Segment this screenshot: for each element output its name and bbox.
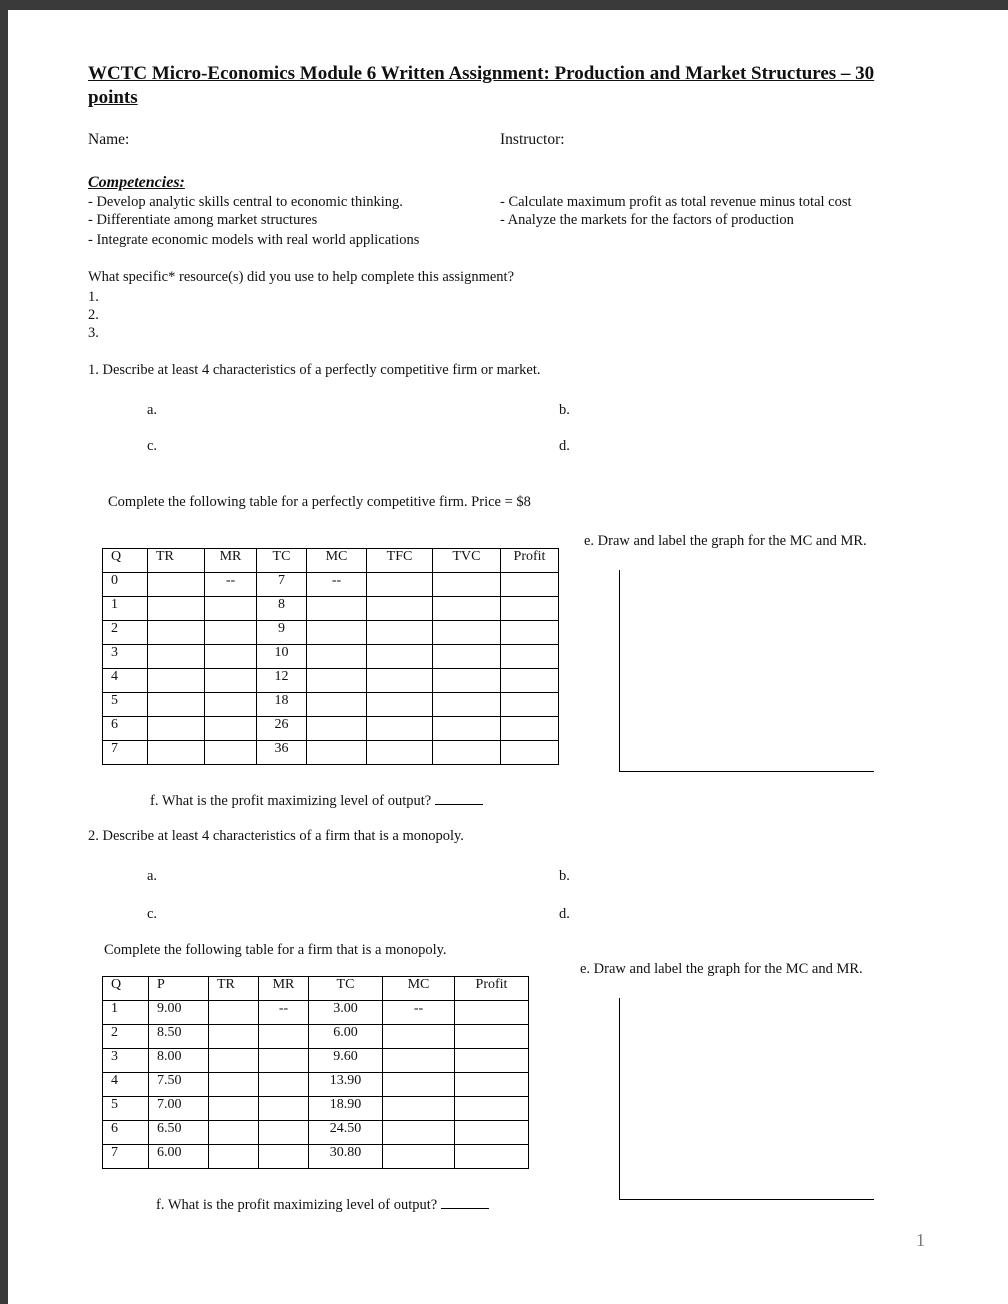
table-cell: 7: [257, 573, 307, 597]
table-row: [103, 669, 559, 693]
table-cell: 8: [257, 597, 307, 621]
table-cell[interactable]: [209, 1097, 259, 1121]
table-cell[interactable]: [148, 693, 205, 717]
table-row: [103, 1145, 529, 1169]
q2-graph-y-axis: [619, 998, 620, 1200]
table-cell: 5: [103, 1097, 149, 1121]
column-header: Profit: [455, 977, 529, 1001]
column-header: TC: [257, 549, 307, 573]
resource-item: 1.: [88, 289, 99, 305]
table-cell[interactable]: [455, 1121, 529, 1145]
table-cell: 12: [257, 669, 307, 693]
competency-item: - Calculate maximum profit as total revenue minus total cost: [500, 194, 852, 210]
table-cell[interactable]: [307, 621, 367, 645]
q2-f-question-text: f. What is the profit maximizing level of output?: [156, 1197, 438, 1213]
table-cell: 9: [257, 621, 307, 645]
table-cell[interactable]: [307, 645, 367, 669]
table-cell[interactable]: [433, 597, 501, 621]
table-cell[interactable]: [433, 693, 501, 717]
column-header: MR: [259, 977, 309, 1001]
q1-table-intro: Complete the following table for a perfectly competitive firm. Price = $8: [108, 494, 531, 510]
table-cell: 13.90: [309, 1073, 383, 1097]
table-cell[interactable]: [367, 621, 433, 645]
competency-item: - Analyze the markets for the factors of production: [500, 212, 794, 228]
table-cell[interactable]: [433, 717, 501, 741]
table-row: [103, 1097, 529, 1121]
q2-answer-blank[interactable]: [441, 1196, 489, 1209]
table-cell: 6.50: [149, 1121, 209, 1145]
table-cell[interactable]: [433, 621, 501, 645]
q1-prompt: 1. Describe at least 4 characteristics of a perfectly competitive firm or market.: [88, 362, 541, 378]
table-row: [103, 1073, 529, 1097]
table-cell: 1: [103, 597, 148, 621]
competency-item: - Integrate economic models with real world applications: [88, 232, 420, 248]
table-cell[interactable]: [259, 1145, 309, 1169]
table-cell[interactable]: [205, 669, 257, 693]
table-cell[interactable]: [307, 693, 367, 717]
competency-item: - Differentiate among market structures: [88, 212, 318, 228]
q1-graph-label: e. Draw and label the graph for the MC and MR.: [584, 533, 867, 549]
q2-letter-b: b.: [559, 868, 570, 884]
column-header: Profit: [501, 549, 559, 573]
table-cell: 0: [103, 573, 148, 597]
competency-item: - Develop analytic skills central to economic thinking.: [88, 194, 403, 210]
table-header-row: [103, 977, 529, 1001]
column-header: Q: [103, 549, 148, 573]
table-row: [103, 1049, 529, 1073]
table-row: [103, 741, 559, 765]
table-cell[interactable]: [367, 717, 433, 741]
table-cell: 2: [103, 1025, 149, 1049]
table-row: [103, 645, 559, 669]
table-cell[interactable]: [307, 597, 367, 621]
table-cell: 3: [103, 1049, 149, 1073]
table-cell[interactable]: [367, 597, 433, 621]
q2-letter-c: c.: [147, 906, 158, 922]
resources-question: What specific* resource(s) did you use to help complete this assignment?: [88, 269, 515, 285]
q1-letter-d: d.: [559, 438, 570, 454]
q2-table-intro: Complete the following table for a firm that is a monopoly.: [104, 942, 447, 958]
column-header: TR: [148, 549, 205, 573]
table-cell: 36: [257, 741, 307, 765]
table-cell[interactable]: [209, 1073, 259, 1097]
table-cell: 4: [103, 1073, 149, 1097]
table-cell[interactable]: [455, 1145, 529, 1169]
table-cell: 3.00: [309, 1001, 383, 1025]
table-cell[interactable]: [501, 621, 559, 645]
table-cell[interactable]: [209, 1121, 259, 1145]
table-cell[interactable]: [307, 717, 367, 741]
table-cell: --: [259, 1001, 309, 1025]
table-cell[interactable]: [148, 597, 205, 621]
table-cell[interactable]: [209, 1145, 259, 1169]
table-cell[interactable]: [383, 1025, 455, 1049]
table-cell[interactable]: [433, 741, 501, 765]
column-header: TFC: [367, 549, 433, 573]
resource-item: 3.: [88, 325, 99, 341]
table-cell[interactable]: [209, 1025, 259, 1049]
instructor-label: Instructor:: [500, 131, 565, 148]
table-cell: 26: [257, 717, 307, 741]
table-cell[interactable]: [383, 1049, 455, 1073]
table-cell[interactable]: [148, 741, 205, 765]
table-cell[interactable]: [259, 1097, 309, 1121]
table-cell[interactable]: [433, 645, 501, 669]
table-cell[interactable]: [367, 645, 433, 669]
table-cell: 8.00: [149, 1049, 209, 1073]
table-cell: 7: [103, 1145, 149, 1169]
q1-f-question-text: f. What is the profit maximizing level of output?: [150, 793, 432, 809]
page-title: WCTC Micro-Economics Module 6 Written Assignment: Production and Market Structures – 30: [88, 63, 875, 84]
column-header: TC: [309, 977, 383, 1001]
table-cell[interactable]: [455, 1073, 529, 1097]
q1-graph-x-axis: [619, 771, 874, 772]
table-cell[interactable]: [307, 669, 367, 693]
table-cell: 9.60: [309, 1049, 383, 1073]
column-header: MC: [383, 977, 455, 1001]
table-cell: 1: [103, 1001, 149, 1025]
page-number: 1: [916, 1230, 925, 1250]
page-title-line2: points: [88, 87, 138, 108]
table-cell: 4: [103, 669, 148, 693]
q2-letter-a: a.: [147, 868, 158, 884]
table-row: [103, 597, 559, 621]
table-cell[interactable]: [501, 693, 559, 717]
table-cell: 18: [257, 693, 307, 717]
table-cell[interactable]: [367, 693, 433, 717]
table-cell[interactable]: [148, 717, 205, 741]
q2-graph-label: e. Draw and label the graph for the MC and MR.: [580, 961, 863, 977]
competitive-firm-table: [102, 548, 559, 765]
table-cell[interactable]: [367, 573, 433, 597]
table-cell[interactable]: [205, 693, 257, 717]
table-cell[interactable]: [205, 717, 257, 741]
resource-item: 2.: [88, 307, 99, 323]
table-cell[interactable]: [501, 669, 559, 693]
table-cell[interactable]: [148, 573, 205, 597]
table-cell: 7.50: [149, 1073, 209, 1097]
table-cell: 24.50: [309, 1121, 383, 1145]
table-cell[interactable]: [205, 645, 257, 669]
table-cell[interactable]: [433, 669, 501, 693]
table-cell[interactable]: [259, 1025, 309, 1049]
table-cell: 6: [103, 717, 148, 741]
table-cell[interactable]: [259, 1073, 309, 1097]
column-header: P: [149, 977, 209, 1001]
table-row: [103, 1025, 529, 1049]
table-cell: 18.90: [309, 1097, 383, 1121]
competencies-heading: Competencies:: [88, 174, 185, 191]
q2-letter-d: d.: [559, 906, 570, 922]
table-cell: 7.00: [149, 1097, 209, 1121]
table-cell[interactable]: [455, 1097, 529, 1121]
q1-answer-blank[interactable]: [435, 792, 483, 805]
table-cell[interactable]: [205, 741, 257, 765]
table-cell: 7: [103, 741, 148, 765]
table-cell: 8.50: [149, 1025, 209, 1049]
table-cell: 6.00: [149, 1145, 209, 1169]
table-cell[interactable]: [209, 1001, 259, 1025]
column-header: TVC: [433, 549, 501, 573]
table-cell[interactable]: [501, 717, 559, 741]
table-cell[interactable]: [148, 669, 205, 693]
name-label: Name:: [88, 131, 130, 148]
q1-letter-c: c.: [147, 438, 158, 454]
table-cell[interactable]: [455, 1049, 529, 1073]
table-cell: 10: [257, 645, 307, 669]
q1-letter-a: a.: [147, 402, 158, 418]
table-cell[interactable]: [367, 741, 433, 765]
q2-graph-x-axis: [619, 1199, 874, 1200]
table-row: [103, 717, 559, 741]
table-cell: 3: [103, 645, 148, 669]
q2-prompt: 2. Describe at least 4 characteristics of a firm that is a monopoly.: [88, 828, 464, 844]
q1-graph-y-axis: [619, 570, 620, 772]
table-cell[interactable]: [205, 597, 257, 621]
table-cell[interactable]: [209, 1049, 259, 1073]
table-cell[interactable]: [383, 1097, 455, 1121]
document-page: [8, 10, 1008, 1304]
table-cell[interactable]: [501, 741, 559, 765]
table-cell: 2: [103, 621, 148, 645]
q1-f-question: [150, 792, 483, 810]
table-row: [103, 573, 559, 597]
table-cell[interactable]: [383, 1145, 455, 1169]
table-cell: 30.80: [309, 1145, 383, 1169]
table-cell[interactable]: [501, 597, 559, 621]
column-header: MC: [307, 549, 367, 573]
table-cell[interactable]: [148, 645, 205, 669]
table-row: [103, 1001, 529, 1025]
column-header: MR: [205, 549, 257, 573]
q1-letter-b: b.: [559, 402, 570, 418]
table-row: [103, 621, 559, 645]
table-cell[interactable]: [205, 621, 257, 645]
table-cell[interactable]: [307, 741, 367, 765]
table-cell[interactable]: [259, 1121, 309, 1145]
table-cell[interactable]: [148, 621, 205, 645]
table-cell[interactable]: [455, 1025, 529, 1049]
q2-f-question: [156, 1196, 489, 1214]
table-cell: --: [383, 1001, 455, 1025]
table-cell[interactable]: [383, 1073, 455, 1097]
table-cell[interactable]: [259, 1049, 309, 1073]
column-header: TR: [209, 977, 259, 1001]
table-cell[interactable]: [501, 573, 559, 597]
table-cell: 5: [103, 693, 148, 717]
table-cell: 9.00: [149, 1001, 209, 1025]
table-header-row: [103, 549, 559, 573]
monopoly-table: [102, 976, 529, 1169]
column-header: Q: [103, 977, 149, 1001]
table-cell[interactable]: [455, 1001, 529, 1025]
table-row: [103, 693, 559, 717]
table-cell: --: [307, 573, 367, 597]
table-cell: 6: [103, 1121, 149, 1145]
table-cell: --: [205, 573, 257, 597]
table-cell[interactable]: [367, 669, 433, 693]
table-cell[interactable]: [383, 1121, 455, 1145]
table-cell[interactable]: [433, 573, 501, 597]
table-row: [103, 1121, 529, 1145]
table-cell: 6.00: [309, 1025, 383, 1049]
table-cell[interactable]: [501, 645, 559, 669]
